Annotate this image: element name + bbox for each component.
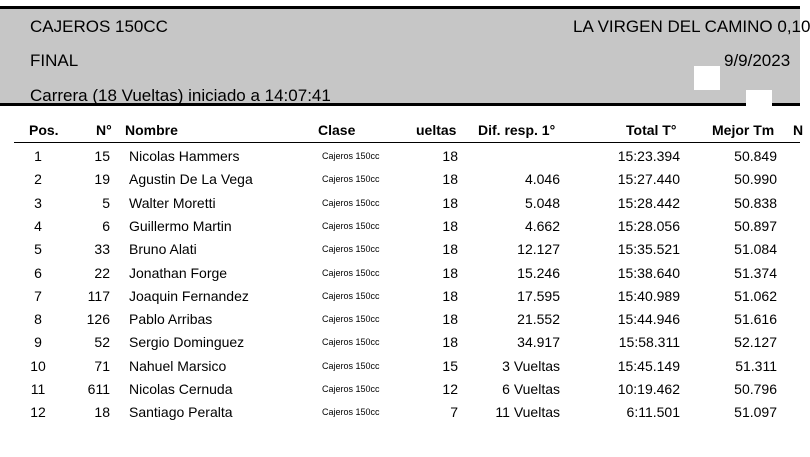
- laps-cell: 18: [442, 334, 458, 351]
- col-header-total: Total T°: [626, 122, 677, 138]
- best-lap-cell: 50.897: [734, 217, 777, 234]
- table-row: [0, 145, 800, 168]
- class-cell: Cajeros 150cc: [322, 360, 380, 371]
- number-cell: 117: [87, 287, 110, 304]
- table-row: [0, 308, 800, 331]
- header-divider: [14, 142, 800, 143]
- category-title: CAJEROS 150CC: [30, 17, 168, 36]
- best-lap-cell: 51.062: [734, 287, 777, 304]
- best-lap-cell: 51.084: [734, 241, 777, 258]
- position-cell: 5: [34, 241, 42, 258]
- total-time-cell: 15:35.521: [617, 241, 680, 258]
- class-cell: Cajeros 150cc: [322, 384, 380, 394]
- laps-cell: 7: [450, 404, 458, 421]
- col-header-best: Mejor Tm: [712, 122, 775, 138]
- gap-cell: 6 Vueltas: [502, 381, 560, 397]
- number-cell: 5: [102, 194, 110, 211]
- laps-cell: 18: [442, 311, 458, 328]
- best-lap-cell: 51.374: [734, 264, 777, 281]
- class-cell: Cajeros 150cc: [322, 151, 380, 161]
- total-time-cell: 15:38.640: [617, 264, 680, 281]
- venue-title: LA VIRGEN DEL CAMINO 0,10: [573, 17, 810, 36]
- laps-cell: 12: [442, 381, 458, 397]
- position-cell: 12: [30, 404, 46, 421]
- position-cell: 8: [34, 311, 42, 328]
- position-cell: 6: [34, 264, 42, 281]
- redaction-box: [694, 66, 720, 90]
- position-cell: 7: [34, 287, 42, 304]
- gap-cell: 17.595: [517, 287, 560, 304]
- class-cell: Cajeros 150cc: [322, 267, 380, 278]
- class-cell: Cajeros 150cc: [322, 290, 380, 301]
- number-cell: 611: [87, 381, 110, 397]
- laps-cell: 18: [442, 217, 458, 234]
- class-cell: Cajeros 150cc: [322, 220, 380, 231]
- class-cell: Cajeros 150cc: [322, 244, 380, 255]
- driver-name-cell: Nahuel Marsico: [129, 357, 227, 374]
- class-cell: Cajeros 150cc: [322, 197, 380, 208]
- best-lap-cell: 51.311: [735, 357, 777, 374]
- col-header-num: N°: [96, 122, 112, 138]
- total-time-cell: 15:28.442: [617, 194, 680, 211]
- number-cell: 18: [94, 404, 110, 421]
- position-cell: 9: [34, 334, 42, 351]
- class-cell: Cajeros 150cc: [322, 407, 380, 418]
- col-header-extra: N: [793, 122, 804, 138]
- gap-cell: 15.246: [517, 264, 560, 281]
- gap-cell: 5.048: [524, 194, 560, 211]
- gap-cell: 4.662: [524, 217, 560, 234]
- table-row: [0, 401, 800, 424]
- best-lap-cell: 52.127: [734, 334, 777, 351]
- position-cell: 4: [34, 217, 42, 234]
- table-row: [0, 238, 800, 261]
- number-cell: 33: [94, 241, 110, 258]
- laps-cell: 18: [442, 171, 458, 188]
- col-header-class: Clase: [318, 122, 356, 138]
- race-info: Carrera (18 Vueltas) iniciado a 14:07:41: [30, 86, 331, 105]
- col-header-laps: ueltas: [416, 122, 457, 138]
- total-time-cell: 15:40.989: [617, 287, 680, 304]
- best-lap-cell: 51.097: [734, 404, 777, 421]
- total-time-cell: 10:19.462: [617, 381, 680, 397]
- driver-name-cell: Walter Moretti: [129, 194, 216, 211]
- gap-cell: 4.046: [524, 171, 560, 188]
- number-cell: 71: [94, 357, 110, 374]
- best-lap-cell: 50.849: [734, 148, 777, 164]
- class-cell: Cajeros 150cc: [322, 337, 380, 348]
- laps-cell: 18: [442, 287, 458, 304]
- phase-label: FINAL: [30, 51, 79, 70]
- race-date: 9/9/2023: [724, 51, 791, 70]
- driver-name-cell: Sergio Dominguez: [129, 334, 245, 351]
- laps-cell: 18: [442, 194, 458, 211]
- table-row: [0, 215, 800, 238]
- table-row: [0, 378, 800, 401]
- table-row: [0, 285, 800, 308]
- number-cell: 19: [94, 171, 110, 188]
- driver-name-cell: Nicolas Cernuda: [129, 381, 233, 397]
- number-cell: 6: [102, 217, 110, 234]
- driver-name-cell: Nicolas Hammers: [129, 148, 240, 164]
- total-time-cell: 15:28.056: [617, 217, 680, 234]
- class-cell: Cajeros 150cc: [322, 314, 380, 325]
- class-cell: Cajeros 150cc: [322, 174, 380, 185]
- total-time-cell: 15:58.311: [618, 334, 680, 351]
- driver-name-cell: Pablo Arribas: [129, 311, 213, 328]
- best-lap-cell: 51.616: [734, 311, 777, 328]
- position-cell: 1: [34, 148, 42, 164]
- col-header-pos: Pos.: [29, 122, 59, 138]
- number-cell: 126: [86, 311, 110, 328]
- col-header-name: Nombre: [125, 122, 178, 138]
- table-row: [0, 331, 800, 354]
- redaction-box: [746, 90, 772, 114]
- best-lap-cell: 50.990: [734, 171, 777, 188]
- gap-cell: 34.917: [517, 334, 560, 351]
- gap-cell: 3 Vueltas: [502, 357, 560, 374]
- total-time-cell: 6:11.501: [626, 404, 680, 421]
- position-cell: 2: [34, 171, 42, 188]
- driver-name-cell: Bruno Alati: [129, 241, 197, 258]
- laps-cell: 18: [442, 148, 458, 164]
- number-cell: 15: [94, 148, 110, 164]
- table-row: [0, 168, 800, 191]
- driver-name-cell: Jonathan Forge: [129, 264, 228, 281]
- driver-name-cell: Guillermo Martin: [129, 217, 232, 234]
- table-row: [0, 355, 800, 378]
- position-cell: 11: [30, 381, 46, 397]
- col-header-diff: Dif. resp. 1°: [478, 122, 556, 138]
- gap-cell: 11 Vueltas: [495, 404, 560, 421]
- gap-cell: 21.552: [517, 311, 560, 328]
- position-cell: 3: [34, 194, 42, 211]
- number-cell: 52: [94, 334, 110, 351]
- table-row: [0, 262, 800, 285]
- total-time-cell: 15:27.440: [617, 171, 680, 188]
- results-header: [0, 6, 810, 106]
- table-row: [0, 192, 800, 215]
- position-cell: 10: [30, 357, 46, 374]
- total-time-cell: 15:23.394: [617, 148, 680, 164]
- driver-name-cell: Joaquin Fernandez: [129, 287, 249, 304]
- number-cell: 22: [94, 264, 110, 281]
- gap-cell: 12.127: [517, 241, 560, 258]
- driver-name-cell: Santiago Peralta: [129, 404, 233, 421]
- laps-cell: 15: [442, 357, 458, 374]
- total-time-cell: 15:44.946: [617, 311, 680, 328]
- best-lap-cell: 50.796: [734, 381, 777, 397]
- laps-cell: 18: [442, 241, 458, 258]
- total-time-cell: 15:45.149: [617, 357, 680, 374]
- laps-cell: 18: [442, 264, 458, 281]
- driver-name-cell: Agustin De La Vega: [129, 171, 253, 188]
- best-lap-cell: 50.838: [734, 194, 777, 211]
